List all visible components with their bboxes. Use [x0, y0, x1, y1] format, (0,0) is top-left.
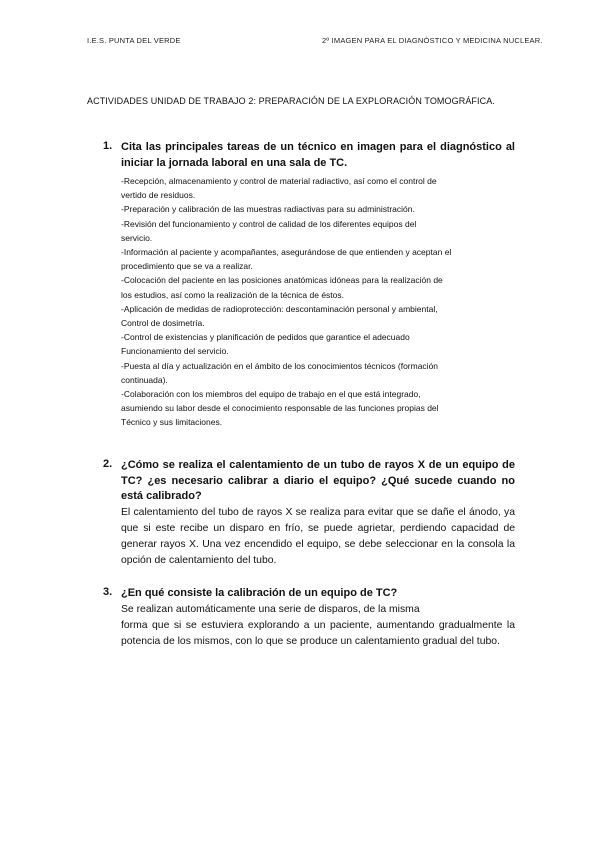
question-1-answer: [121, 174, 515, 430]
answer-line: -Colocación del paciente en las posiciones anatómicas idóneas para la realización de: [121, 275, 443, 286]
answer-line: -Aplicación de medidas de radioprotección: descontaminación personal y ambiental,: [121, 303, 438, 314]
answer-line: servicio.: [121, 232, 153, 243]
answer-line: -Recepción, almacenamiento y control de material radiactivo, así como el control de: [121, 176, 437, 186]
answer-line: Funcionamiento del servicio.: [121, 346, 229, 357]
answer-line: -Preparación y calibración de las muestras radiactivas para su administración.: [121, 204, 415, 215]
answer-line: asumiendo su labor desde el conocimiento responsable de las funciones propias del: [121, 403, 439, 414]
answer-line: forma que si se estuviera explorando a un paciente, aumentando gradualmente la potencia de los mismos, con lo que se produce un calentamiento gradual del tubo.: [121, 619, 515, 647]
question-2-number: 2.: [103, 458, 113, 470]
answer-line: -Información al paciente y acompañantes, asegurándose de que entienden y aceptan el: [121, 247, 452, 258]
question-2-text: ¿Cómo se realiza el calentamiento de un tubo de rayos X de un equipo de TC? ¿es necesario calibrar a diario el equipo? ¿Qué sucede cuando no está calibrado?: [121, 459, 515, 502]
answer-line: Se realizan automáticamente una serie de disparos, de la misma: [121, 603, 420, 615]
header-school: I.E.S. PUNTA DEL VERDE: [87, 36, 181, 45]
answer-line: los estudios, así como la realización de la técnica de éstos.: [121, 289, 345, 300]
answer-line: -Puesta al día y actualización en el ámbito de los conocimientos técnicos (formación: [121, 360, 439, 371]
answer-line: -Revisión del funcionamiento y control de calidad de los diferentes equipos del: [121, 218, 417, 229]
question-1-text: Cita las principales tareas de un técnico en imagen para el diagnóstico al iniciar la jornada laboral en una sala de TC.: [121, 141, 515, 169]
answer-line: vertido de residuos.: [121, 190, 196, 201]
answer-line: -Colaboración con los miembros del equipo de trabajo en el que está integrado,: [121, 389, 421, 400]
header-course: 2º IMAGEN PARA EL DIAGNÓSTICO Y MEDICINA NUCLEAR.: [322, 36, 543, 45]
question-2-answer: El calentamiento del tubo de rayos X se realiza para evitar que se dañe el ánodo, ya que si este recibe un disparo en frío, se puede agrietar, perdiendo capacidad de generar rayos X. Una vez encendido el equipo, se debe seleccionar en la consola la opción de calentamiento del tubo.: [121, 506, 515, 566]
question-2: [103, 458, 515, 569]
answer-line: -Control de existencias y planificación de pedidos que garantice el adecuado: [121, 332, 410, 343]
page-title: ACTIVIDADES UNIDAD DE TRABAJO 2: PREPARACIÓN DE LA EXPLORACIÓN TOMOGRÁFICA.: [87, 96, 495, 106]
answer-line: Control de dosimetría.: [121, 318, 205, 329]
question-3-text: ¿En qué consiste la calibración de un equipo de TC?: [121, 587, 398, 599]
question-3-number: 3.: [103, 586, 113, 598]
answer-line: continuada).: [121, 374, 168, 385]
answer-line: Técnico y sus limitaciones.: [121, 417, 223, 428]
question-1-number: 1.: [103, 140, 113, 152]
question-3-answer: [121, 602, 515, 650]
question-3: [103, 586, 515, 650]
answer-line: procedimiento que se va a realizar.: [121, 261, 253, 272]
question-1: [103, 140, 515, 430]
